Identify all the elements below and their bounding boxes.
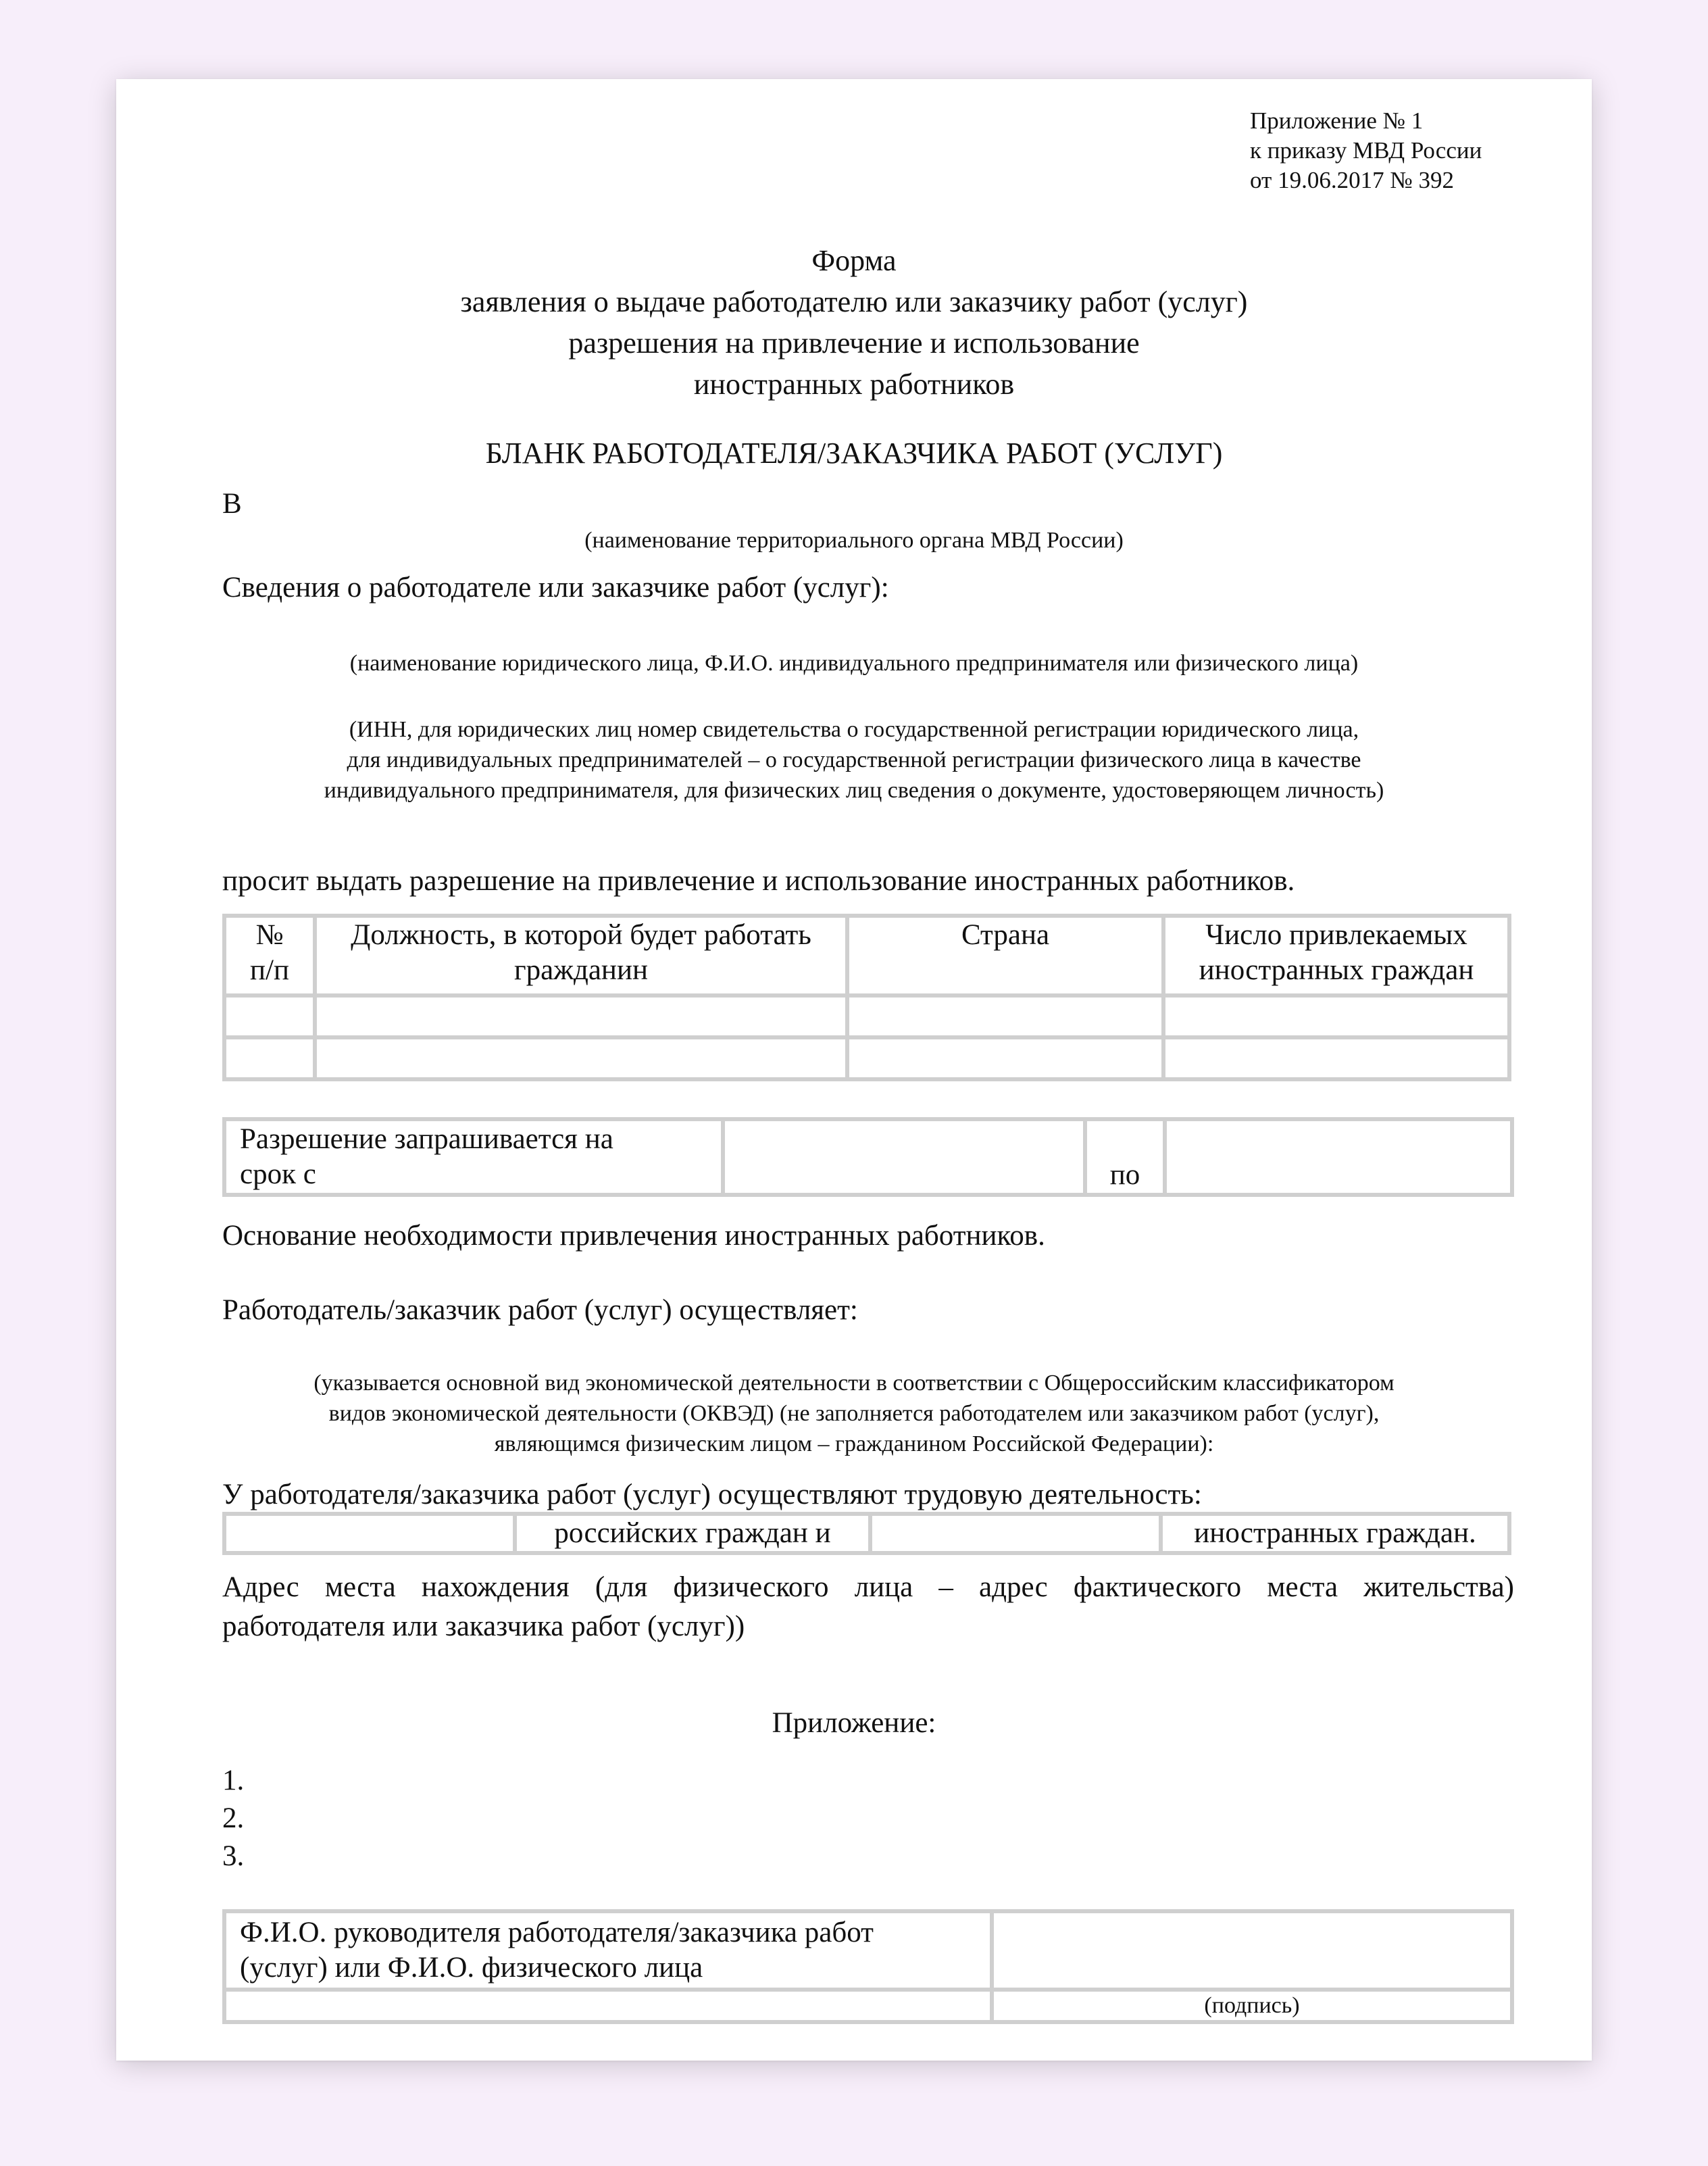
annex-line-2: к приказу МВД России <box>1250 137 1482 164</box>
header-num-line-1: № <box>255 919 284 951</box>
period-table <box>222 1117 1514 1197</box>
signature-caption-text: (подпись) <box>1204 1993 1300 2018</box>
period-from-input[interactable] <box>723 1119 1085 1195</box>
address-line-2: работодателя или заказчика работ (услуг)) <box>222 1610 745 1642</box>
activity-caption-line-2: видов экономической деятельности (ОКВЭД) (не заполняется работодателем или заказчиком работ (услуг), <box>328 1401 1380 1426</box>
table-row <box>224 1037 1509 1079</box>
cell-count-input[interactable] <box>1163 1037 1509 1079</box>
header-position-line-1: Должность, в которой будет работать <box>351 919 811 951</box>
activity-caption-line-3: являющимся физическим лицом – гражданином Российской Федерации): <box>494 1431 1214 1456</box>
workers-table <box>222 914 1511 1081</box>
document-page <box>116 79 1592 2061</box>
cell-num-input[interactable] <box>224 995 315 1037</box>
attachments-heading: Приложение: <box>772 1707 936 1739</box>
inn-caption <box>116 714 1592 806</box>
header-count <box>1163 916 1509 995</box>
header-num <box>224 916 315 995</box>
header-position-line-2: гражданин <box>514 954 648 986</box>
russian-label-text: российских граждан и <box>554 1517 831 1549</box>
period-label-line-2: срок с <box>240 1158 316 1190</box>
labor-table <box>222 1512 1511 1555</box>
signature-label-line-1: Ф.И.О. руководителя работодателя/заказчика работ <box>240 1917 874 1948</box>
period-to-input[interactable] <box>1165 1119 1512 1195</box>
activity-caption <box>116 1368 1592 1459</box>
signature-name-input[interactable] <box>992 1911 1512 1990</box>
signature-label-line-2: (услуг) или Ф.И.О. физического лица <box>240 1952 703 1984</box>
signature-table <box>222 1909 1514 2024</box>
form-title-line-2: заявления о выдаче работодателю или заказчику работ (услуг) <box>460 285 1248 318</box>
period-to-text: по <box>1109 1159 1140 1191</box>
basis-text: Основание необходимости привлечения иностранных работников. <box>222 1220 1045 1252</box>
address-line-1: Адрес места нахождения (для физического лица – адрес фактического места жительства) <box>222 1571 1514 1603</box>
activity-caption-line-1: (указывается основной вид экономической деятельности в соответствии с Общероссийским классификатором <box>313 1371 1395 1396</box>
cell-count-input[interactable] <box>1163 995 1509 1037</box>
russian-label <box>515 1514 870 1553</box>
form-title-line-3: разрешения на привлечение и использование <box>568 326 1140 360</box>
addressee-caption: (наименование территориального органа МВД России) <box>584 528 1124 553</box>
form-title <box>116 240 1592 405</box>
workers-table-header <box>224 916 1509 995</box>
labor-heading: У работодателя/заказчика работ (услуг) осуществляют трудовую деятельность: <box>222 1479 1202 1510</box>
period-label-line-1: Разрешение запрашивается на <box>240 1123 613 1155</box>
cell-num-input[interactable] <box>224 1037 315 1079</box>
form-title-line-4: иностранных работников <box>693 368 1015 401</box>
attachments-list <box>222 1762 244 1875</box>
foreign-label-text: иностранных граждан. <box>1194 1517 1476 1549</box>
header-position <box>315 916 847 995</box>
signature-caption[interactable] <box>992 1990 1512 2022</box>
address-text <box>222 1568 1514 1646</box>
foreign-count-input[interactable] <box>870 1514 1161 1553</box>
addressee-prefix: В <box>222 488 242 520</box>
period-label <box>224 1119 723 1195</box>
inn-caption-line-3: индивидуального предпринимателя, для физических лиц сведения о документе, удостоверяющем личность) <box>324 778 1384 803</box>
inn-caption-line-2: для индивидуальных предпринимателей – о государственной регистрации физического лица в качестве <box>347 747 1361 772</box>
header-country-text: Страна <box>961 919 1050 951</box>
foreign-label <box>1161 1514 1509 1553</box>
annex-line-1: Приложение № 1 <box>1250 107 1424 134</box>
list-item: 3. <box>222 1840 245 1872</box>
cell-position-input[interactable] <box>315 995 847 1037</box>
cell-country-input[interactable] <box>847 995 1163 1037</box>
blank-header: БЛАНК РАБОТОДАТЕЛЯ/ЗАКАЗЧИКА РАБОТ (УСЛУГ) <box>485 437 1223 470</box>
header-count-line-2: иностранных граждан <box>1199 954 1474 986</box>
cell-position-input[interactable] <box>315 1037 847 1079</box>
period-to-label <box>1085 1119 1165 1195</box>
signature-name-label <box>224 1911 992 1990</box>
russian-count-input[interactable] <box>224 1514 515 1553</box>
employer-name-caption: (наименование юридического лица, Ф.И.О. индивидуального предпринимателя или физического лица) <box>349 651 1359 676</box>
inn-caption-line-1: (ИНН, для юридических лиц номер свидетельства о государственной регистрации юридического лица, <box>349 717 1359 742</box>
header-num-line-2: п/п <box>250 954 289 986</box>
activity-heading: Работодатель/заказчик работ (услуг) осуществляет: <box>222 1294 858 1326</box>
list-item: 1. <box>222 1765 245 1796</box>
table-row <box>224 995 1509 1037</box>
form-title-line-1: Форма <box>811 244 897 277</box>
signature-blank-cell <box>224 1990 992 2022</box>
list-item: 2. <box>222 1802 245 1834</box>
employer-heading: Сведения о работодателе или заказчике работ (услуг): <box>222 572 889 604</box>
cell-country-input[interactable] <box>847 1037 1163 1079</box>
header-count-line-1: Число привлекаемых <box>1205 919 1467 951</box>
header-country <box>847 916 1163 995</box>
annex-reference <box>1250 106 1482 195</box>
request-text: просит выдать разрешение на привлечение и использование иностранных работников. <box>222 865 1295 897</box>
annex-line-3: от 19.06.2017 № 392 <box>1250 167 1454 193</box>
